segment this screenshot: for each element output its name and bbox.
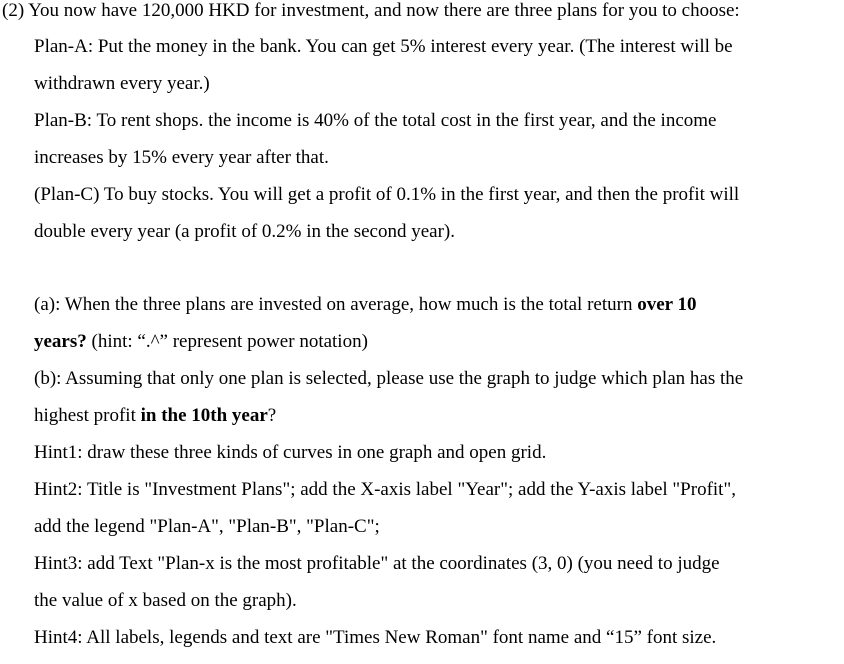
plan-c-line-2: double every year (a profit of 0.2% in the second year). xyxy=(34,221,455,242)
plan-a-line-1: Plan-A: Put the money in the bank. You can get 5% interest every year. (The interest will be xyxy=(34,36,733,57)
part-a-emphasis: over 10 xyxy=(637,294,697,315)
part-a-line-2 xyxy=(34,331,368,353)
part-b-emphasis: in the 10th year xyxy=(140,405,268,426)
hint-4: Hint4: All labels, legends and text are "Times New Roman" font name and “15” font size. xyxy=(34,627,717,648)
plan-b-line-2: increases by 15% every year after that. xyxy=(34,147,329,168)
part-b-line-1: (b): Assuming that only one plan is selected, please use the graph to judge which plan has the xyxy=(34,368,744,389)
hint-1: Hint1: draw these three kinds of curves in one graph and open grid. xyxy=(34,442,547,463)
part-a-emphasis-cont: years? xyxy=(34,331,87,352)
plan-a-line-2: withdrawn every year.) xyxy=(34,73,210,94)
question-intro: (2) You now have 120,000 HKD for investment, and now there are three plans for you to choose: xyxy=(2,0,740,21)
part-b-text: highest profit xyxy=(34,405,141,426)
part-b-end: ? xyxy=(267,405,277,426)
hint-3-line-2: the value of x based on the graph). xyxy=(34,590,297,611)
plan-c-line-1: (Plan-C) To buy stocks. You will get a profit of 0.1% in the first year, and then the profit will xyxy=(34,184,740,205)
part-a-hint: (hint: “.^” represent power notation) xyxy=(86,331,368,352)
part-a-line-1 xyxy=(34,294,697,316)
plan-b-line-1: Plan-B: To rent shops. the income is 40% of the total cost in the first year, and the income xyxy=(34,110,717,131)
part-a-text: (a): When the three plans are invested on average, how much is the total return xyxy=(34,294,638,315)
hint-3-line-1: Hint3: add Text "Plan-x is the most profitable" at the coordinates (3, 0) (you need to judge xyxy=(34,553,720,574)
hint-2-line-2: add the legend "Plan-A", "Plan-B", "Plan-C"; xyxy=(34,516,380,537)
part-b-line-2 xyxy=(34,405,276,427)
hint-2-line-1: Hint2: Title is "Investment Plans"; add the X-axis label "Year"; add the Y-axis label "Profit", xyxy=(34,479,736,500)
